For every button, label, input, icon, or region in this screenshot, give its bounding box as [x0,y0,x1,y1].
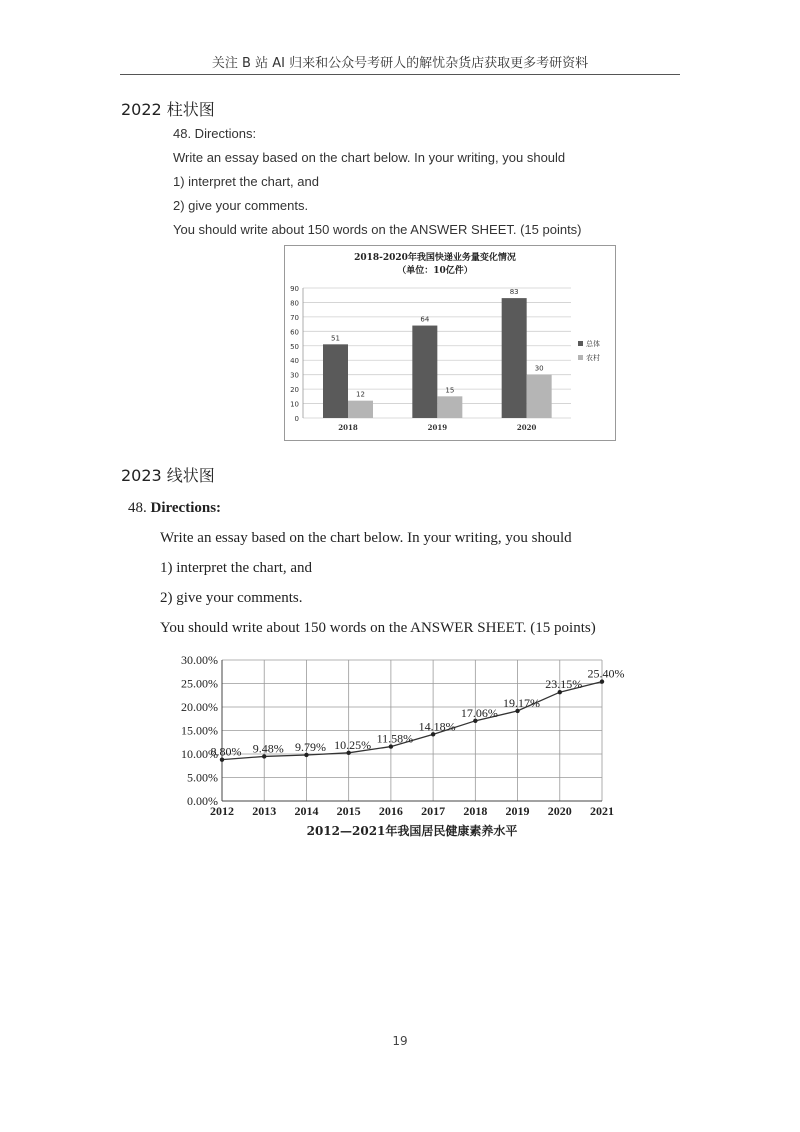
data-label: 30 [534,364,544,373]
y-tick-label: 30 [290,371,299,380]
section-title-2022: 2022 柱状图 [121,100,215,119]
x-tick-label: 2018 [338,423,358,432]
bar [437,396,462,418]
bar [527,375,552,418]
x-tick-label: 2015 [336,804,361,818]
directions-number: 48. [128,500,147,516]
y-tick-label: 70 [290,313,299,322]
bar [502,298,527,418]
data-label: 25.40% [587,666,625,681]
data-label: 23.15% [545,677,583,692]
data-label: 19.17% [503,695,541,710]
data-label: 17.06% [460,705,498,720]
directions-block-2022 [173,122,582,242]
chart-title: 2012—2021年我国居民健康素养水平 [306,824,518,838]
x-tick-label: 2020 [516,423,537,432]
y-tick-label: 25.00% [181,676,218,691]
directions-line: 2) give your comments. [160,590,303,606]
y-tick-label: 20.00% [181,700,218,714]
data-label: 9.79% [294,739,326,754]
legend-label: 农村 [586,354,600,362]
directions-line: 1) interpret the chart, and [173,174,319,189]
page-number: 19 [392,1034,408,1048]
legend-swatch [578,341,583,346]
y-tick-label: 5.00% [187,770,218,785]
directions-number: 48. Directions: [173,126,257,141]
data-label: 64 [420,315,430,324]
x-tick-label: 2016 [378,804,403,818]
x-tick-label: 2017 [421,804,446,818]
x-tick-label: 2012 [210,804,234,818]
y-tick-label: 50 [290,342,299,351]
y-tick-label: 15.00% [181,723,218,738]
directions-line: You should write about 150 words on the ANSWER SHEET. (15 points) [173,222,582,237]
bar-chart-frame [284,245,616,441]
header-rule [120,74,680,75]
data-label: 9.48% [252,741,284,756]
x-tick-label: 2019 [505,804,530,818]
y-tick-label: 10.00% [181,747,218,761]
data-label: 10.25% [334,737,372,752]
directions-line: 1) interpret the chart, and [160,560,313,576]
directions-block-2023 [160,523,596,643]
directions-heading-2023 [128,500,221,517]
data-label: 11.58% [376,731,414,746]
line-chart [170,650,630,850]
directions-label: Directions: [150,500,222,516]
bar-chart [285,246,615,440]
x-tick-label: 2013 [252,804,277,818]
legend-label: 总体 [586,340,600,348]
data-label: 83 [509,288,519,297]
data-label: 51 [331,334,340,343]
directions-line: You should write about 150 words on the ANSWER SHEET. (15 points) [160,620,596,636]
y-tick-label: 90 [290,285,299,293]
section-title-2023: 2023 线状图 [121,466,215,485]
data-label: 15 [445,386,455,395]
directions-line: Write an essay based on the chart below. In your writing, you should [173,150,566,165]
y-tick-label: 40 [290,357,299,366]
x-tick-label: 2020 [547,804,572,818]
y-tick-label: 10 [290,400,299,409]
chart-title: 2018-2020年我国快递业务量变化情况 [354,253,516,263]
directions-line: 2) give your comments. [173,198,309,213]
chart-subtitle: （单位：10亿件） [397,266,473,276]
y-tick-label: 80 [290,299,299,308]
bar [348,401,373,418]
data-label: 8.80% [210,744,242,759]
bar [323,344,348,418]
y-tick-label: 0.00% [187,794,218,808]
y-tick-label: 20 [290,386,299,395]
directions-line: Write an essay based on the chart below. In your writing, you should [160,530,572,546]
page-header: 关注 B 站 AI 归来和公众号考研人的解忧杂货店获取更多考研资料 [211,56,589,71]
y-tick-label: 0 [294,415,299,423]
y-tick-label: 60 [290,328,299,337]
y-tick-label: 30.00% [181,653,218,667]
x-tick-label: 2018 [463,804,488,818]
data-label: 14.18% [418,719,456,734]
x-tick-label: 2014 [294,804,319,818]
x-tick-label: 2021 [590,804,614,818]
data-label: 12 [356,390,365,399]
x-tick-label: 2019 [427,423,448,432]
legend-swatch [578,355,583,360]
bar [412,326,437,418]
